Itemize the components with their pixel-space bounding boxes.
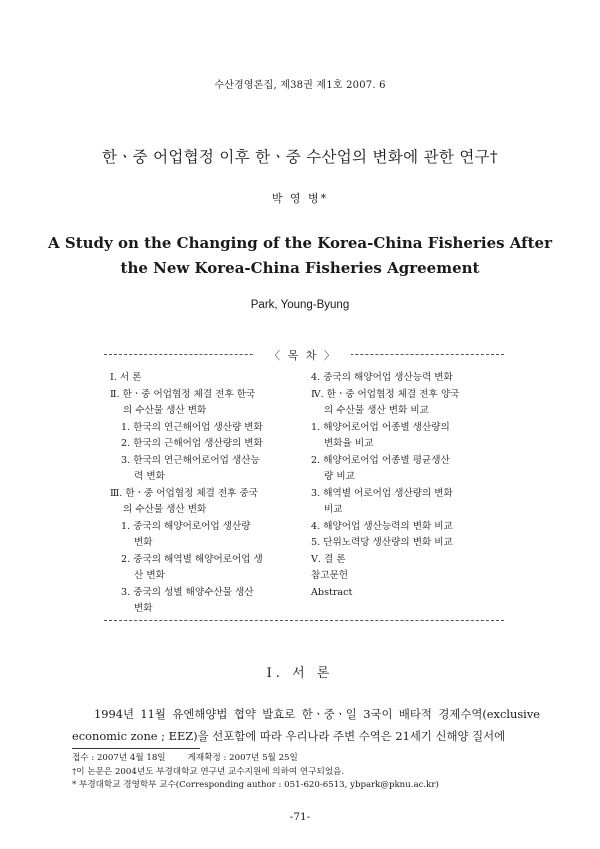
toc-item-text: 1. 한국의 연근해어업 생산량 변화 bbox=[121, 421, 263, 433]
toc-item bbox=[311, 519, 499, 536]
toc-right-column bbox=[311, 370, 499, 601]
toc-item bbox=[110, 387, 298, 420]
toc-item-text: 참고문헌 bbox=[311, 570, 349, 581]
toc-item-text: Abstract bbox=[311, 586, 353, 598]
title-english-line-1: A Study on the Changing of the Korea-China Fisheries After bbox=[48, 234, 552, 252]
footnote-dates bbox=[72, 752, 542, 766]
footnote-divider bbox=[72, 748, 200, 749]
author-english: Park, Young-Byung bbox=[250, 299, 350, 311]
toc-item-text: Ⅰ. 서 론 bbox=[110, 372, 142, 383]
title-korean: 한ㆍ중 어업협정 이후 한ㆍ중 수산업의 변화에 관한 연구† bbox=[102, 148, 498, 166]
toc-item bbox=[311, 420, 499, 453]
toc-item bbox=[311, 387, 499, 420]
toc-item-continuation: 산 변화 bbox=[134, 570, 165, 581]
toc-item bbox=[311, 453, 499, 486]
toc-item-text: 2. 해양어로어업 어종별 평균생산 bbox=[311, 454, 450, 466]
body-paragraph: 1994년 11월 유엔해양법 협약 발효로 한ㆍ중ㆍ일 3국이 배타적 경제수역(exclusive economic zone ; EEZ)을 선포함에 따라 우리나라 주변 수역은 21세기 신해양 질서에 bbox=[72, 707, 540, 743]
toc-item-continuation: 비교 bbox=[324, 504, 343, 515]
toc-item-continuation: 변화율 비교 bbox=[324, 438, 374, 449]
toc-item-text: Ⅴ. 결 론 bbox=[311, 553, 346, 565]
toc-item bbox=[311, 535, 499, 552]
toc-item bbox=[110, 552, 298, 585]
footnote-accepted: 게재확정 : 2007년 5월 25일 bbox=[187, 753, 298, 763]
footnotes bbox=[72, 752, 542, 793]
footnote-funding: †이 논문은 2004년도 부경대학교 연구년 교수지원에 의하여 연구되었음. bbox=[72, 766, 345, 777]
toc-item bbox=[110, 486, 298, 519]
toc-item-text: 2. 한국의 근해어업 생산량의 변화 bbox=[121, 438, 263, 449]
title-english-line-2: the New Korea-China Fisheries Agreement bbox=[120, 259, 480, 277]
toc-item bbox=[311, 585, 499, 602]
title-english bbox=[40, 231, 560, 281]
toc-item-text: 1. 중국의 해양어로어업 생산량 bbox=[121, 520, 251, 532]
toc-item bbox=[110, 420, 298, 437]
toc-item bbox=[110, 519, 298, 552]
toc-item-text: Ⅲ. 한ㆍ중 어업협정 체결 전후 중국 bbox=[110, 487, 259, 499]
toc-item-text: 2. 중국의 해역별 해양어로어업 생 bbox=[121, 553, 263, 565]
toc-item-text: 4. 해양어업 생산능력의 변화 비교 bbox=[311, 520, 453, 532]
toc-item-text: 5. 단위노력당 생산량의 변화 비교 bbox=[311, 537, 453, 548]
toc-item bbox=[110, 436, 298, 453]
toc-item-text: Ⅳ. 한ㆍ중 어업협정 체결 전후 양국 bbox=[311, 388, 460, 400]
toc-item bbox=[311, 568, 499, 585]
toc-item-text: 3. 중국의 성별 해양수산물 생산 bbox=[121, 586, 254, 598]
section-heading-introduction: Ⅰ. 서 론 bbox=[266, 666, 334, 681]
toc-item-text: 3. 한국의 연근해어로어업 생산능 bbox=[121, 454, 260, 466]
footnote-received: 접수 : 2007년 4월 18일 bbox=[72, 753, 166, 763]
toc-item-text: 1. 해양어로어업 어종별 생산량의 bbox=[311, 421, 450, 433]
toc-item bbox=[110, 370, 298, 387]
toc-left-column bbox=[110, 370, 298, 618]
toc-item bbox=[311, 552, 499, 569]
toc-item-continuation: 의 수산물 생산 변화 bbox=[123, 405, 207, 416]
author-korean: 박 영 병* bbox=[271, 192, 329, 205]
toc-item bbox=[110, 453, 298, 486]
toc-item-text: 3. 해역별 어로어업 생산량의 변화 bbox=[311, 487, 453, 499]
toc-item-continuation: 변화 bbox=[134, 603, 153, 614]
toc-item-continuation: 력 변화 bbox=[134, 471, 165, 482]
toc-item-text: Ⅱ. 한ㆍ중 어업협정 체결 전후 한국 bbox=[110, 388, 256, 400]
toc-heading: 〈 목 차 〉 bbox=[255, 347, 351, 363]
toc-item-continuation: 의 수산물 생산 변화 bbox=[123, 504, 207, 515]
toc-item bbox=[110, 585, 298, 618]
toc-item-continuation: 량 비교 bbox=[324, 471, 355, 482]
footnote-affiliation: * 부경대학교 경영학부 교수(Corresponding author : 051-620-6513, ybpark@pknu.ac.kr) bbox=[72, 780, 439, 790]
toc-item bbox=[311, 370, 499, 387]
toc-item-text: 4. 중국의 해양어업 생산능력 변화 bbox=[311, 372, 453, 383]
toc-item-continuation: 의 수산물 생산 변화 비교 bbox=[324, 405, 429, 416]
journal-citation: 수산경영론집, 제38권 제1호 2007. 6 bbox=[214, 80, 386, 91]
toc-item-continuation: 변화 bbox=[134, 537, 153, 548]
page-number: -71- bbox=[289, 811, 311, 823]
toc-item bbox=[311, 486, 499, 519]
